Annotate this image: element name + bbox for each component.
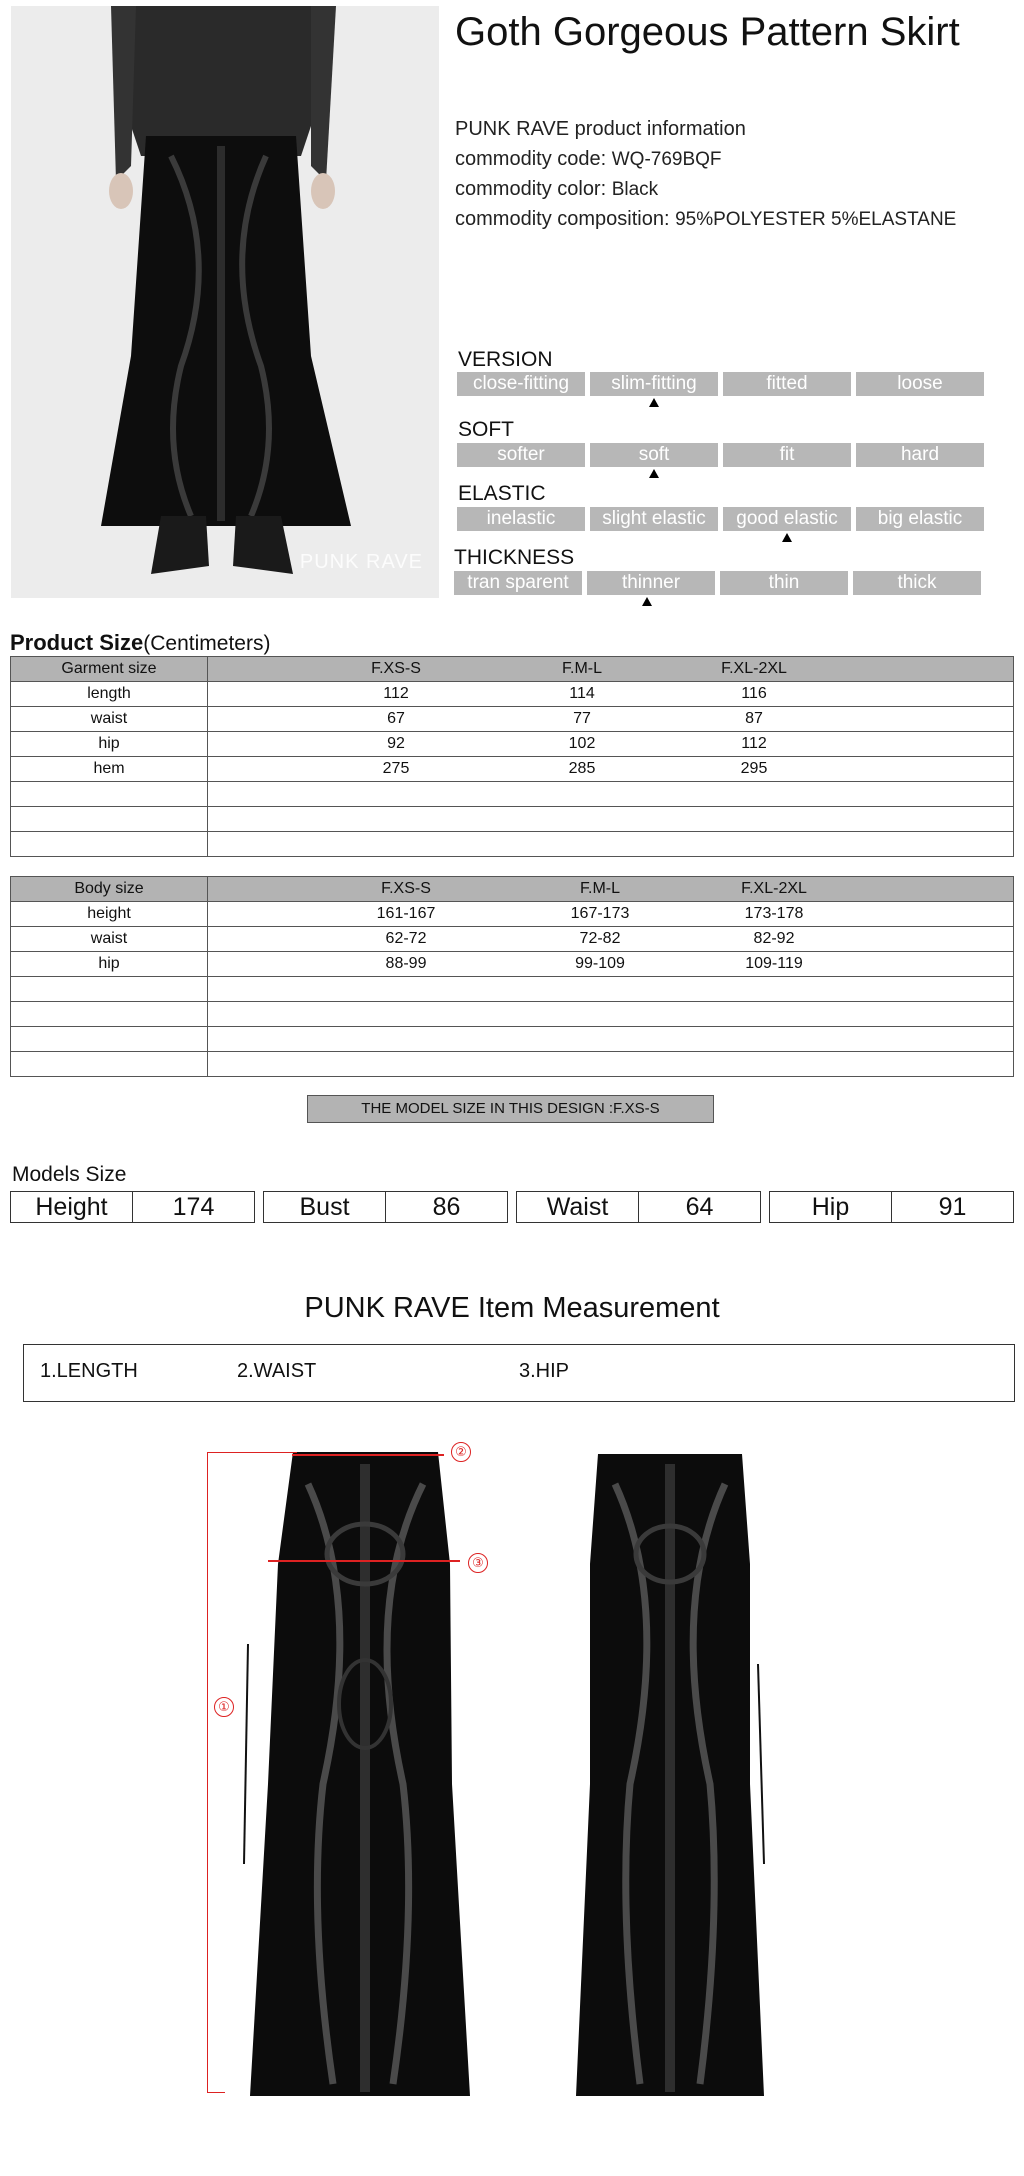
table-cell: 87 bbox=[745, 710, 763, 727]
table-cell: 77 bbox=[573, 710, 591, 727]
soft-title: SOFT bbox=[458, 418, 514, 441]
soft-selected-marker bbox=[649, 469, 659, 478]
soft-option: soft bbox=[590, 443, 718, 467]
header-cell: F.XS-S bbox=[371, 660, 421, 677]
composition-label: commodity composition: bbox=[455, 208, 670, 230]
table-cell: 67 bbox=[387, 710, 405, 727]
row-label: hem bbox=[11, 757, 208, 782]
table-cell: 82-92 bbox=[753, 930, 795, 947]
product-size-table bbox=[10, 656, 1014, 857]
bust-label: Bust bbox=[264, 1192, 386, 1223]
header-cell: Garment size bbox=[11, 657, 208, 682]
table-cell: 92 bbox=[387, 735, 405, 752]
commodity-code bbox=[455, 148, 722, 171]
elastic-title: ELASTIC bbox=[458, 482, 546, 505]
table-cell: 295 bbox=[740, 760, 768, 777]
models-size-heading: Models Size bbox=[12, 1163, 127, 1186]
measurement-title: PUNK RAVE Item Measurement bbox=[304, 1292, 720, 1324]
elastic-selected-marker bbox=[782, 533, 792, 542]
row-label: length bbox=[11, 682, 208, 707]
empty-row bbox=[11, 1027, 1014, 1052]
thickness-option: tran sparent bbox=[454, 571, 582, 595]
hip-marker: ③ bbox=[468, 1553, 488, 1573]
table-cell: 285 bbox=[568, 760, 596, 777]
product-size-unit: (Centimeters) bbox=[143, 632, 271, 655]
header-cell: Body size bbox=[11, 877, 208, 902]
thickness-selected-marker bbox=[642, 597, 652, 606]
code-label: commodity code: bbox=[455, 148, 607, 170]
table-cell: 62-72 bbox=[385, 930, 427, 947]
version-title: VERSION bbox=[458, 348, 553, 371]
skirt-front-image bbox=[238, 1444, 478, 2104]
height-label: Height bbox=[11, 1192, 133, 1223]
table-row bbox=[11, 1192, 1014, 1223]
header-cell: F.M-L bbox=[562, 660, 602, 677]
body-size-table bbox=[10, 876, 1014, 1077]
empty-row bbox=[11, 807, 1014, 832]
brand-watermark: PUNK RAVE bbox=[299, 551, 423, 573]
waist-label: 2.WAIST bbox=[237, 1360, 317, 1382]
elastic-option: slight elastic bbox=[590, 507, 718, 531]
table-cell: 99-109 bbox=[575, 955, 625, 972]
elastic-option: big elastic bbox=[856, 507, 984, 531]
table-cell: 167-173 bbox=[570, 905, 630, 922]
version-selected-marker bbox=[649, 398, 659, 407]
soft-option: softer bbox=[457, 443, 585, 467]
waist-value: 64 bbox=[639, 1192, 761, 1223]
commodity-color bbox=[455, 178, 658, 201]
hip-value: 91 bbox=[892, 1192, 1014, 1223]
table-row bbox=[11, 952, 1014, 977]
table-cell: 109-119 bbox=[745, 955, 803, 972]
version-scale bbox=[457, 372, 987, 396]
table-cell: 114 bbox=[569, 685, 595, 702]
bust-value: 86 bbox=[386, 1192, 508, 1223]
product-size-title: Product Size bbox=[10, 630, 144, 655]
elastic-option: good elastic bbox=[723, 507, 851, 531]
table-header-row bbox=[11, 657, 1014, 682]
version-option: slim-fitting bbox=[590, 372, 718, 396]
table-row bbox=[11, 757, 1014, 782]
length-label: 1.LENGTH bbox=[40, 1360, 138, 1382]
header-cell: F.XL-2XL bbox=[721, 660, 787, 677]
empty-row bbox=[11, 832, 1014, 857]
empty-row bbox=[11, 977, 1014, 1002]
hip-label: 3.HIP bbox=[519, 1360, 570, 1382]
table-row bbox=[11, 902, 1014, 927]
length-measure-bottom bbox=[207, 2092, 225, 2093]
elastic-scale bbox=[457, 507, 987, 531]
product-photo bbox=[11, 6, 439, 598]
table-cell: 161-167 bbox=[376, 905, 436, 922]
thickness-option: thick bbox=[853, 571, 981, 595]
table-cell: 102 bbox=[568, 735, 596, 752]
color-label: commodity color: bbox=[455, 178, 607, 200]
table-row bbox=[11, 732, 1014, 757]
length-marker: ① bbox=[214, 1697, 234, 1717]
thickness-option: thin bbox=[720, 571, 848, 595]
table-row bbox=[11, 927, 1014, 952]
waist-label: Waist bbox=[517, 1192, 639, 1223]
row-label: hip bbox=[11, 952, 208, 977]
measurement-legend bbox=[23, 1344, 1015, 1402]
skirt-model-illustration bbox=[11, 6, 439, 598]
length-measure-top bbox=[207, 1452, 297, 1453]
empty-row bbox=[11, 782, 1014, 807]
model-size-note: THE MODEL SIZE IN THIS DESIGN :F.XS-S bbox=[307, 1095, 714, 1123]
thickness-title: THICKNESS bbox=[454, 546, 575, 569]
thickness-scale bbox=[454, 571, 984, 595]
table-cell: 72-82 bbox=[579, 930, 621, 947]
table-cell: 275 bbox=[382, 760, 410, 777]
header-cell: F.XS-S bbox=[381, 880, 431, 897]
table-cell: 88-99 bbox=[385, 955, 427, 972]
version-option: fitted bbox=[723, 372, 851, 396]
color-value: Black bbox=[611, 179, 659, 200]
empty-row bbox=[11, 1052, 1014, 1077]
composition-value: 95%POLYESTER 5%ELASTANE bbox=[675, 209, 957, 230]
version-option: loose bbox=[856, 372, 984, 396]
row-label: hip bbox=[11, 732, 208, 757]
length-measure-line bbox=[207, 1452, 208, 2092]
height-value: 174 bbox=[133, 1192, 255, 1223]
waist-measure-line bbox=[292, 1454, 444, 1456]
soft-option: fit bbox=[723, 443, 851, 467]
product-title: Goth Gorgeous Pattern Skirt bbox=[455, 10, 960, 54]
row-label: waist bbox=[11, 707, 208, 732]
table-cell: 112 bbox=[383, 685, 409, 702]
row-label: waist bbox=[11, 927, 208, 952]
table-row bbox=[11, 707, 1014, 732]
soft-scale bbox=[457, 443, 987, 467]
models-size-table bbox=[10, 1191, 1014, 1223]
skirt-back-image bbox=[570, 1444, 770, 2104]
soft-option: hard bbox=[856, 443, 984, 467]
header-cell: F.M-L bbox=[580, 880, 620, 897]
brand-info: PUNK RAVE product information bbox=[455, 118, 746, 140]
product-size-heading bbox=[10, 630, 270, 656]
table-cell: 116 bbox=[741, 685, 767, 702]
table-header-row bbox=[11, 877, 1014, 902]
commodity-composition bbox=[455, 208, 956, 231]
waist-marker: ② bbox=[451, 1442, 471, 1462]
row-label: height bbox=[11, 902, 208, 927]
table-cell: 112 bbox=[741, 735, 767, 752]
elastic-option: inelastic bbox=[457, 507, 585, 531]
empty-row bbox=[11, 1002, 1014, 1027]
header-cell: F.XL-2XL bbox=[741, 880, 807, 897]
thickness-option: thinner bbox=[587, 571, 715, 595]
code-value: WQ-769BQF bbox=[611, 149, 722, 170]
hip-measure-line bbox=[268, 1560, 460, 1562]
version-option: close-fitting bbox=[457, 372, 585, 396]
table-cell: 173-178 bbox=[744, 905, 804, 922]
hip-label: Hip bbox=[770, 1192, 892, 1223]
table-row bbox=[11, 682, 1014, 707]
